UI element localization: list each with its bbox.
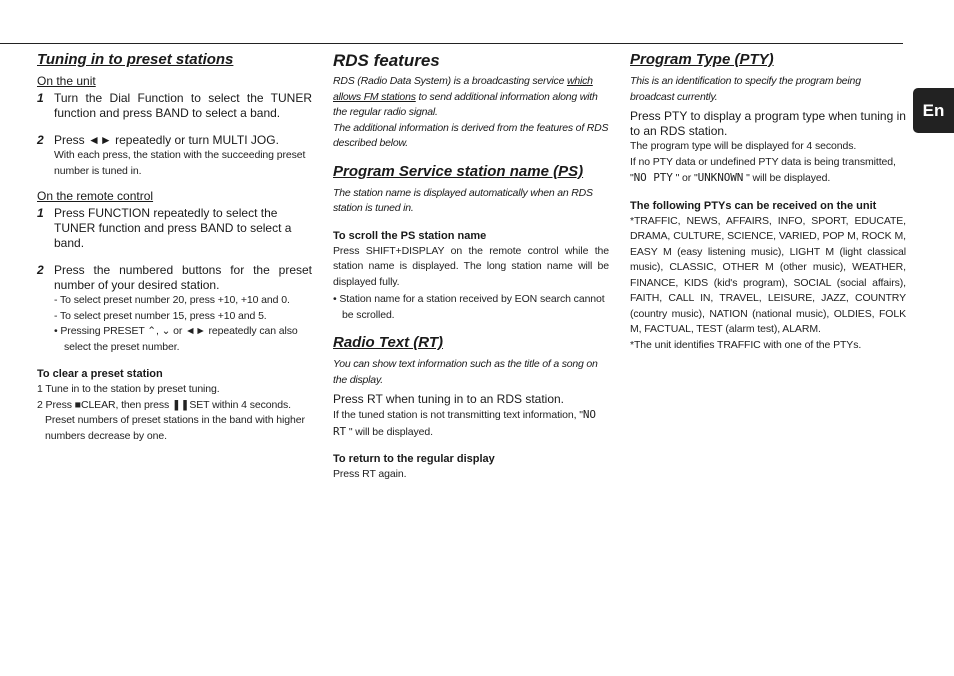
- section-title-ps: Program Service station name (PS): [333, 162, 584, 180]
- rds-intro-2: The additional information is derived from the features of RDS described below.: [333, 121, 609, 149]
- step-number: 1: [37, 91, 44, 105]
- pty-note-1: The program type will be displayed for 4 seconds.: [630, 140, 857, 152]
- rt-return-text: Press RT again.: [333, 468, 407, 480]
- clear-line-1: 1 Tune in to the station by preset tuning.: [37, 383, 220, 395]
- lcd-no-pty: NO PTY: [633, 171, 673, 184]
- step-number: 2: [37, 263, 44, 277]
- dash-item: - To select preset number 20, press +10, +10 and 0.: [54, 294, 290, 306]
- clear-preset-heading: To clear a preset station: [37, 368, 163, 380]
- dash-item: - To select preset number 15, press +10 and 5.: [54, 309, 267, 322]
- ps-scroll-text: Press SHIFT+DISPLAY on the remote control while the station name is displayed. The long station name will be displayed fully.: [333, 244, 609, 288]
- lcd-no-rt: NO RT: [333, 408, 596, 438]
- step-number: 2: [37, 133, 44, 147]
- pty-list: *TRAFFIC, NEWS, AFFAIRS, INFO, SPORT, EDUCATE, DRAMA, CULTURE, SCIENCE, VARIED, POP M, ROCK M, EASY M (easy listening music), LIGHT M (light classical music), CLASSIC, OTHER M (other music), WEATHER, FINANCE, KIDS (kid's program), SOCIAL (social affairs), FAITH, CALL IN, TRAVEL, LEISURE, JAZZ, COUNTRY (country music), NATION (national music), OLDIES, FOLK M, FACTUAL, TEST (alarm test), ALARM.: [630, 214, 906, 335]
- language-tab: En: [913, 88, 954, 133]
- rt-return-heading: To return to the regular display: [333, 453, 495, 465]
- note-text: ": [630, 172, 634, 184]
- remote-step-1: [37, 206, 312, 251]
- pty-press: Press PTY to display a program type when tuning in to an RDS station.: [630, 109, 906, 138]
- bullet-item: • Pressing PRESET ⌃, ⌄ or ◄► repeatedly can also select the preset number.: [54, 325, 298, 353]
- step-number: 1: [37, 206, 44, 220]
- pty-footnote: *The unit identifies TRAFFIC with one of the PTYs.: [630, 338, 862, 351]
- step-text: Press ◄► repeatedly or turn MULTI JOG.: [54, 133, 279, 147]
- column-pty: [630, 50, 906, 353]
- section-title-pty: Program Type (PTY): [630, 51, 774, 68]
- on-the-unit-heading: On the unit: [37, 74, 96, 88]
- step-text: Turn the Dial Function to select the TUNER function and press BAND to select a band.: [54, 91, 312, 120]
- on-the-remote-heading: On the remote control: [37, 189, 154, 203]
- rt-press: Press RT when tuning in to an RDS station.: [333, 392, 565, 406]
- ps-description: The station name is displayed automatically when an RDS station is tuned in.: [333, 186, 593, 214]
- rt-note: [333, 407, 609, 440]
- section-title-preset: Tuning in to preset stations: [37, 51, 234, 68]
- unit-step-2: [37, 133, 312, 148]
- rt-note-text: If the tuned station is not transmitting text information, ": [333, 409, 583, 421]
- intro-text: RDS (Radio Data System) is a broadcasting service: [333, 75, 567, 87]
- step-note: With each press, the station with the succeeding preset number is tuned in.: [54, 149, 306, 177]
- note-text: " or ": [672, 172, 698, 184]
- column-rds-features: [333, 50, 609, 483]
- rds-intro-1: [333, 74, 609, 121]
- ps-bullet: • Station name for a station received by EON search cannot be scrolled.: [333, 293, 605, 321]
- column-preset-stations: [37, 50, 312, 444]
- section-title-rt: Radio Text (RT): [333, 334, 444, 351]
- pty-note-3: [630, 170, 906, 187]
- step-text: Press FUNCTION repeatedly to select the TUNER function and press BAND to select a band.: [54, 206, 292, 250]
- unit-step-1: [37, 91, 312, 121]
- rt-description: You can show text information such as the title of a song on the display.: [333, 358, 598, 386]
- intro-text-end: to send additional information along with the regular radio signal.: [333, 90, 598, 118]
- pty-list-heading: The following PTYs can be received on the unit: [630, 199, 877, 212]
- ps-scroll-heading: To scroll the PS station name: [333, 229, 487, 242]
- clear-note: Preset numbers of preset stations in the band with higher numbers decrease by one.: [45, 414, 305, 442]
- rt-note-end: " will be displayed.: [346, 425, 433, 438]
- top-rule: [0, 43, 903, 44]
- pty-description: This is an identification to specify the program being broadcast currently.: [630, 75, 861, 103]
- clear-line-2: 2 Press ■CLEAR, then press ❚❚SET within 4 seconds.: [37, 398, 291, 411]
- step-text: Press the numbered buttons for the preset number of your desired station.: [54, 263, 312, 292]
- lcd-unknown: UNKNOWN: [697, 171, 744, 184]
- remote-step-2: [37, 263, 312, 293]
- note-text: " will be displayed.: [743, 172, 831, 184]
- section-title-rds: RDS features: [333, 51, 440, 70]
- pty-note-2: If no PTY data or undefined PTY data is being transmitted,: [630, 155, 896, 168]
- intro-underlined: which allows FM stations: [333, 75, 593, 103]
